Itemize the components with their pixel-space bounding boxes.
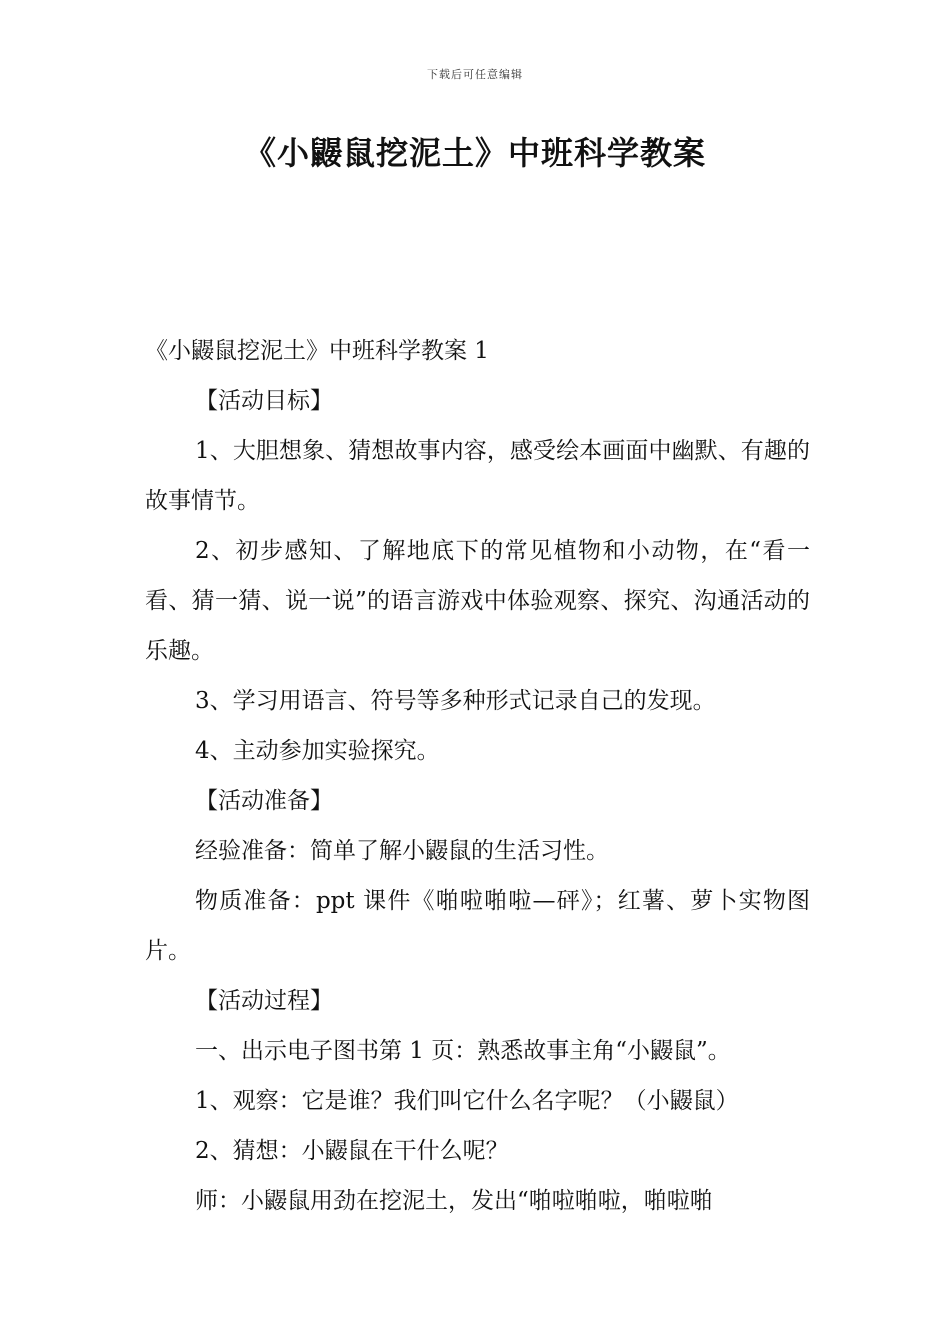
- paragraph: 1、大胆想象、猜想故事内容，感受绘本画面中幽默、有趣的故事情节。: [145, 438, 810, 514]
- paragraph: 2、猜想：小鼹鼠在干什么呢？: [195, 1138, 509, 1164]
- paragraph: 【活动目标】: [195, 388, 333, 414]
- paragraph: 3、学习用语言、符号等多种形式记录自己的发现。: [195, 688, 716, 714]
- paragraph: 【活动过程】: [195, 988, 333, 1014]
- document-body: [145, 326, 810, 1226]
- paragraph: 师：小鼹鼠用劲在挖泥土，发出“啪啦啪啦，啪啦啪: [195, 1188, 713, 1214]
- header-note: 下载后可任意编辑: [427, 68, 523, 81]
- paragraph: 【活动准备】: [195, 788, 333, 814]
- paragraph: 经验准备：简单了解小鼹鼠的生活习性。: [195, 838, 609, 864]
- paragraph: 1、观察：它是谁？我们叫它什么名字呢？（小鼹鼠）: [195, 1088, 739, 1114]
- section-heading: 《小鼹鼠挖泥土》中班科学教案 1: [145, 338, 489, 364]
- paragraph: 一、出示电子图书第 1 页：熟悉故事主角“小鼹鼠”。: [195, 1038, 731, 1064]
- paragraph: 2、初步感知、了解地底下的常见植物和小动物，在“看一看、猜一猜、说一说”的语言游戏中体验观察、探究、沟通活动的乐趣。: [145, 538, 810, 664]
- paragraph: 4、主动参加实验探究。: [195, 738, 440, 764]
- document-title: 《小鼹鼠挖泥土》中班科学教案: [243, 134, 706, 172]
- paragraph: 物质准备：ppt 课件《啪啦啪啦—砰》；红薯、萝卜实物图片。: [145, 888, 810, 964]
